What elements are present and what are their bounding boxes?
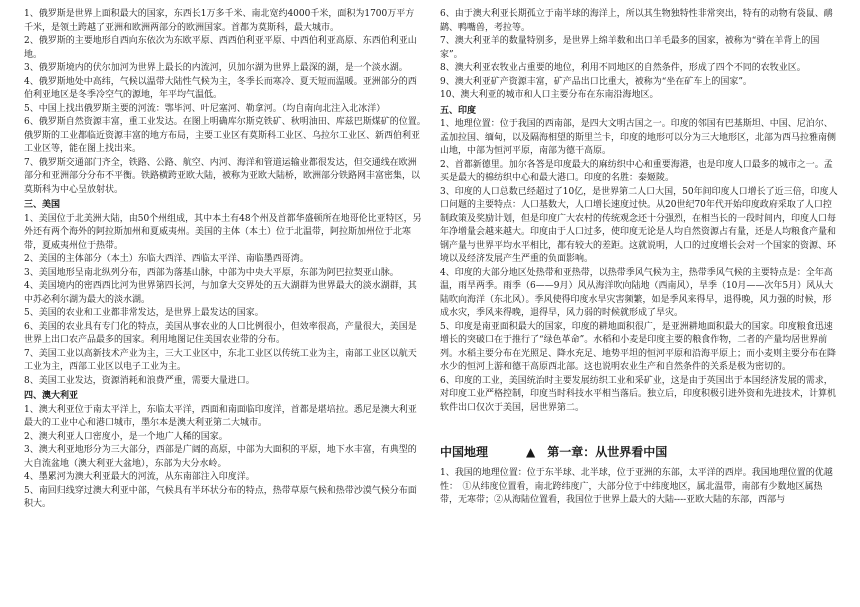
usa-point-1: 1、美国位于北美洲大陆，由50个州组成，其中本土有48个州及首都华盛顿所在地哥伦比亚特区，另外还有两个海外的阿拉斯加州和夏威夷州。美国的主体（本土）位于北温带，阿拉斯加州位于北寒带，夏威夷州位于热带。: [24, 213, 422, 251]
russia-point-5: 5、中国上找出俄罗斯主要的河流：鄂毕河、叶尼塞河、勒拿河。（均自南向北注入北冰洋）: [24, 103, 386, 114]
australia-point-3: 3、澳大利亚地形分为三大部分，西部是广阔的高原，中部为大面积的平原，地下水丰富，有典型的大自流盆地（澳大利亚大盆地），东部为大分水岭。: [24, 445, 417, 469]
right-column: [440, 8, 840, 508]
chapter-title: 中国地理: [440, 445, 489, 459]
left-column: [24, 8, 431, 512]
australia-point-8: 8、澳大利亚农牧业占重要的地位，利用不同地区的自然条件，形成了四个不同的农牧业区。: [440, 63, 806, 73]
russia-point-2: 2、俄罗斯的主要地形自西向东依次为东欧平原、西西伯利亚平原、中西伯利亚高原、东西伯利亚山地。: [24, 36, 417, 60]
russia-point-6: 6、俄罗斯自然资源丰富，重工业发达。在图上明确库尔斯克铁矿、秋明油田、库兹巴斯煤矿的位置。 俄罗斯的工业都临近资源丰富的地方布局，主要工业区有莫斯科工业区、乌拉尔工业区、新西伯利亚工业区等，能在图上找出来。: [24, 117, 431, 154]
usa-point-2: 2、美国的主体部分（本土）东临大西洋、西临太平洋、南临墨西哥湾。: [24, 254, 309, 264]
australia-point-9: 9、澳大利亚矿产资源丰富，矿产品出口比重大，被称为“坐在矿车上的国家”。: [440, 76, 752, 87]
russia-point-1: 1、俄罗斯是世界上面积最大的国家，东西长1万多千米、南北宽约4000千米，面积为1700万平方千米，是领土跨越了亚洲和欧洲两部分的欧洲国家。首都为莫斯科，最大城市。: [24, 9, 415, 33]
india-point-4: 4、印度的大部分地区处热带和亚热带，以热带季风气候为主，热带季风气候的主要特点是：全年高温，雨旱两季。雨季（6——9月）风从海洋吹向陆地（西南风），旱季（10月——次年5月）风从大陆吹向海洋（东北风）。季风使得印度水旱灾害频繁，如是季风来得早，退得晚，风力强的时候，形成水灾，季风来得晚，退得早，风力弱的时候就形成了旱灾。: [440, 267, 834, 318]
usa-point-7: 7、美国工业以高新技术产业为主，三大工业区中，东北工业区以传统工业为主，南部工业区以航天工业为主，西部工业区以电子工业为主。: [24, 348, 417, 372]
chapter-heading: [440, 443, 840, 461]
usa-point-3: 3、美国地形呈南北纵列分布，西部为落基山脉，中部为中央大平原，东部为阿巴拉契亚山脉。: [24, 267, 399, 278]
india-point-2: 2、首都新德里。加尔各答是印度最大的麻纺织中心和重要海港，也是印度人口最多的城市之一。孟买是最大的棉纺织中心和最大港口。印度的名胜：泰姬陵。: [440, 159, 833, 183]
section-heading-australia: 四、澳大利亚: [24, 391, 79, 401]
india-point-6: 6、印度的工业，美国统治时主要发展纺织工业和采矿业，这是由于英国出于本国经济发展的需求，对印度工业严格控制，印度当时科技水平相当落后。独立后，印度积极引进外资和先进技术，计算机软件出口仅次于美国，居世界第二。: [440, 375, 837, 413]
section-heading-india: 五、印度: [440, 105, 477, 116]
usa-point-6: 6、美国的农业具有专门化的特点，美国从事农业的人口比例很小，但效率很高，产量很大，美国是世界上出口农产品最多的国家。利用地图记住美国农业带的分布。: [24, 321, 417, 345]
china-point-1: 1、我国的地理位置：位于东半球、北半球，位于亚洲的东部，太平洋的西岸。我国地理位置的优越性： ①从纬度位置看，南北跨纬度广，大部分位于中纬度地区，属北温带，南部有少数地区属热带，无寒带；②从海陆位置看，我国位于世界上最大的大陆----亚欧大陆的东部，西部与: [440, 468, 833, 505]
australia-point-6: 6、由于澳大利亚长期孤立于南半球的海洋上，所以其生物独特性非常突出，特有的动物有袋鼠、鸸鹋、鸭嘴兽，考拉等。: [440, 9, 833, 33]
australia-point-4: 4、墨累河为澳大利亚最大的河流，从东南部注入印度洋。: [24, 472, 255, 482]
australia-point-1: 1、澳大利亚位于南太平洋上，东临太平洋，西面和南面临印度洋，首都是堪培拉。悉尼是澳大利亚最大的工业中心和港口城市，墨尔本是澳大利亚第二大城市。: [24, 404, 417, 428]
australia-point-10: 10、澳大利亚的城市和人口主要分布在东南沿海地区。: [440, 90, 659, 100]
chapter-subtitle: ▲ 第一章：从世界看中国: [526, 445, 668, 459]
usa-point-8: 8、美国工业发达，资源消耗和浪费严重，需要大量进口。: [24, 375, 255, 386]
section-heading-usa: 三、美国: [24, 200, 61, 210]
russia-point-7: 7、俄罗斯交通部门齐全，铁路、公路、航空、内河、海洋和管道运输业都很发达，但交通线在欧洲部分和亚洲部分分布不平衡。铁路横跨亚欧大陆，被称为亚欧大陆桥，欧洲部分铁路网丰富密集，以莫斯科为中心呈放射状。: [24, 157, 421, 195]
australia-point-7: 7、澳大利亚羊的数量特别多，是世界上绵羊数和出口羊毛最多的国家，被称为“骑在羊背上的国家”。: [440, 36, 820, 60]
usa-point-4: 4、美国境内的密西西比河为世界第四长河，与加拿大交界处的五大湖群为世界最大的淡水湖群，其中苏必利尔湖为最大的淡水湖。: [24, 281, 417, 305]
russia-point-3: 3、俄罗斯境内的伏尔加河为世界上最长的内流河，贝加尔湖为世界上最深的湖，是一个淡水湖。: [24, 63, 408, 73]
russia-point-4: 4、俄罗斯地处中高纬，气候以温带大陆性气候为主，冬季长而寒冷、夏天短而温暖。亚洲部分的西伯利亚地区是冬季冷空气的源地，年平均气温低。: [24, 76, 417, 100]
india-point-5: 5、印度是南亚面积最大的国家，印度的耕地面积很广，是亚洲耕地面积最大的国家。印度粮食迅速增长的突破口在于推行了“绿色革命”。水稻和小麦是印度主要的粮食作物，二者的产量均居世界前列。水稻主要分布在光照足、降水充足、地势平坦的恒河平原和沿海平原上；而小麦则主要分布在降水少的恒河上游和德干高原西北部。这也说明农业生产和自然条件的关系是极为密切的。: [440, 321, 837, 372]
australia-point-2: 2、澳大利亚人口密度小，是一个地广人稀的国家。: [24, 431, 228, 442]
india-point-3: 3、印度的人口总数已经超过了10亿，是世界第二人口大国，50年间印度人口增长了近三倍，印度人口问题的主要特点：人口基数大，人口增长速度过快。从20世纪70年代开始印度政府采取了人口控制政策及奖励计划，但是印度广大农村的传统观念还十分强烈，在相当长的一段时间内，印度人口每年净增量会越来越大。印度由于人口过多，使印度无论是人均自然资源占有量，还是人均粮食产量和钢产量与世界平均水平相比，都有较大的差距。这就说明，人口的过度增长会对一个国家的资源、环境以及经济发展产生严重的负面影响。: [440, 186, 838, 264]
usa-point-5: 5、美国的农业和工业都非常发达，是世界上最发达的国家。: [24, 308, 264, 318]
australia-point-5: 5、南回归线穿过澳大利亚中部，气候具有半环状分布的特点，热带草原气候和热带沙漠气候分布面积大。: [24, 485, 417, 509]
india-point-1: 1、地理位置：位于我国的西南部，是四大文明古国之一。印度的邻国有巴基斯坦、中国、尼泊尔、孟加拉国、缅甸，以及隔海相望的斯里兰卡，印度的地形可以分为三大地形区，北部为西马拉雅南侧山地，中部为恒河平原，南部为德干高原。: [440, 119, 837, 156]
